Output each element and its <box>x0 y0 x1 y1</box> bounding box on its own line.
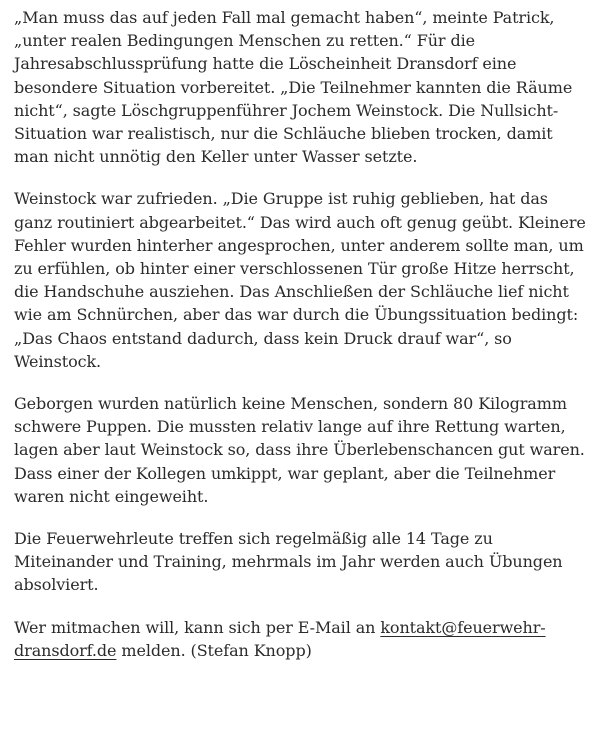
contact-text-after: melden. (Stefan Knopp) <box>116 640 312 660</box>
paragraph-exercise-intro: „Man muss das auf jeden Fall mal gemacht haben“, meinte Patrick, „unter realen Bedingungen Menschen zu retten.“ Für die Jahresabschlussprüfung hatte die Löscheinheit Dransdorf eine besondere Situation vorbereitet. „Die Teilnehmer kannten die Räume nicht“, sagte Löschgruppenführer Jochem Weinstock. Die Nullsicht-Situation war realistisch, nur die Schläuche blieben trocken, damit man nicht unnötig den Keller unter Wasser setzte. <box>14 8 573 167</box>
paragraph-weinstock-feedback: Weinstock war zufrieden. „Die Gruppe ist ruhig geblieben, hat das ganz routiniert abgearbeitet.“ Das wird auch oft genug geübt. Kleinere Fehler wurden hinterher angesprochen, unter anderem sollte man, um zu erfühlen, ob hinter einer verschlossenen Tür große Hitze herrscht, die Handschuhe ausziehen. Das Anschließen der Schläuche lief nicht wie am Schnürchen, aber das war durch die Übungssituation bedingt: „Das Chaos entstand dadurch, dass kein Druck drauf war“, so Weinstock. <box>14 189 586 371</box>
paragraph-training-schedule: Die Feuerwehrleute treffen sich regelmäßig alle 14 Tage zu Miteinander und Training, mehrmals im Jahr werden auch Übungen absolviert. <box>14 529 563 595</box>
paragraph-dummies: Geborgen wurden natürlich keine Menschen, sondern 80 Kilogramm schwere Puppen. Die mussten relativ lange auf ihre Rettung warten, lagen aber laut Weinstock so, dass ihre Überlebenschancen gut waren. Dass einer der Kollegen umkippt, war geplant, aber die Teilnehmer waren nicht eingeweiht. <box>14 394 585 506</box>
contact-text-before: Wer mitmachen will, kann sich per E-Mail an <box>14 617 381 637</box>
contact-email-link[interactable]: kontakt@feuerwehr-dransdorf.de <box>14 617 546 660</box>
paragraph-contact <box>14 616 586 662</box>
